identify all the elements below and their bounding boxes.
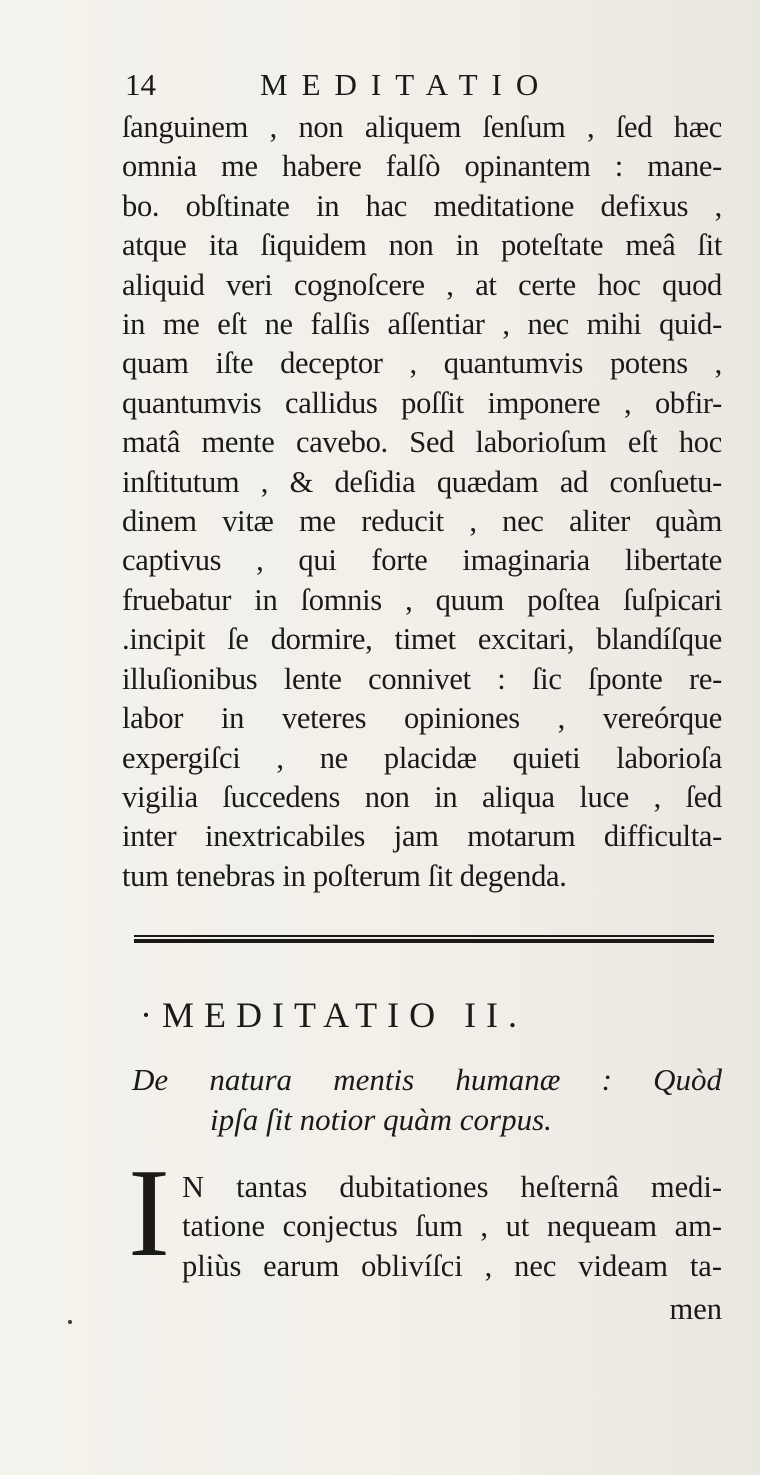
text-line: in me eſt ne falſis aſſentiar , nec mihi quid- — [122, 307, 722, 342]
text-line: .incipit ſe dormire, timet excitari, blandíſque — [122, 622, 722, 657]
page-number: 14 — [125, 67, 156, 102]
ink-speck — [68, 1320, 72, 1324]
text-line: quam iſte deceptor , quantumvis potens , — [122, 346, 722, 381]
divider-thin-line — [134, 935, 714, 937]
divider-thick-line — [134, 939, 714, 943]
text-line: atque ita ſiquidem non in poteſtate meâ ſit — [122, 228, 722, 263]
text-line: illuſionibus lente connivet : ſic ſponte re- — [122, 661, 722, 696]
text-line: N tantas dubitationes heſternâ medi- — [182, 1170, 722, 1204]
text-line: ſanguinem , non aliquem ſenſum , ſed hæc — [122, 110, 722, 144]
catchword: men — [669, 1292, 722, 1326]
text-line: labor in veteres opiniones , vereórque — [122, 701, 722, 736]
text-line: bo. obſtinate in hac meditatione defixus , — [122, 188, 722, 223]
subtitle-line: ipſa ſit notior quàm corpus. — [210, 1102, 552, 1137]
text-line: tatione conjectus ſum , ut nequeam am- — [182, 1209, 722, 1244]
opening-paragraph — [182, 1168, 722, 1286]
subtitle-line: De natura mentis humanæ : Quòd — [132, 1062, 722, 1097]
text-line: pliùs earum oblivíſci , nec videam ta- — [182, 1248, 722, 1283]
page-header — [125, 60, 725, 110]
text-line: omnia me habere falſò opinantem : mane- — [122, 149, 722, 184]
text-line: inter inextricabiles jam motarum difficulta- — [122, 819, 722, 854]
text-line: matâ mente cavebo. Sed laborioſum eſt hoc — [122, 425, 722, 460]
text-line: captivus , qui forte imaginaria libertate — [122, 543, 722, 578]
text-line: quantumvis callidus poſſit imponere , obfir- — [122, 385, 722, 420]
text-line: vigilia ſuccedens non in aliqua luce , ſed — [122, 779, 722, 814]
text-line: tum tenebras in poſterum ſit degenda. — [122, 858, 567, 893]
drop-cap-initial: I — [128, 1144, 170, 1283]
text-line: inſtitutum , & deſidia quædam ad conſuetu- — [122, 464, 722, 499]
text-line: aliquid veri cognoſcere , at certe hoc quod — [122, 267, 722, 302]
text-line: expergiſci , ne placidæ quieti laborioſa — [122, 740, 722, 775]
main-text-block — [122, 108, 722, 896]
text-line: dinem vitæ me reducit , nec aliter quàm — [122, 504, 722, 539]
running-head: MEDITATIO — [260, 67, 553, 102]
text-line: fruebatur in ſomnis , quum poſtea ſuſpicari — [122, 582, 722, 617]
section-subtitle — [122, 1060, 722, 1140]
section-divider-rule — [134, 935, 714, 945]
section-heading: ·MEDITATIO II. — [140, 995, 528, 1035]
